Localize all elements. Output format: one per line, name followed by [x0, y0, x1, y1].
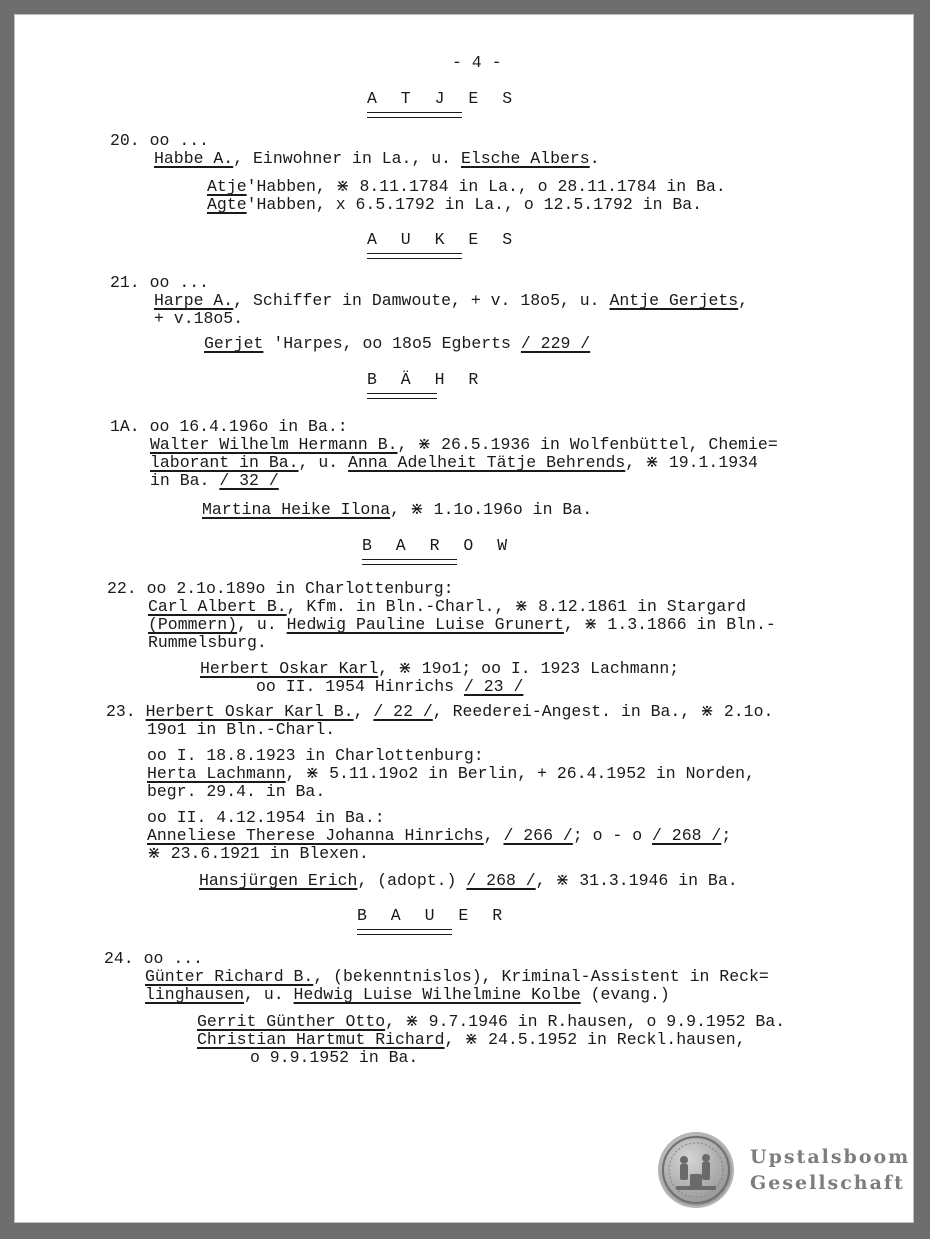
document-page [14, 14, 914, 1223]
section-heading-atjes: A T J E S [367, 89, 520, 108]
person-wife: Elsche Albers [460, 149, 590, 168]
entry-24-line-3: linghausen, u. Hedwig Luise Wilhelmine Kolbe (evang.) [145, 985, 670, 1004]
entry-23-spouse-2-line-2: ⋇ 23.6.1921 in Blexen. [147, 844, 369, 863]
entry-23-spouse-1-line-2: begr. 29.4. in Ba. [147, 782, 326, 801]
entry-23-spouse-2: Anneliese Therese Johanna Hinrichs, / 266 /; o - o / 268 /; [147, 826, 732, 845]
entry-24-line-1: 24. oo ... [104, 949, 204, 968]
person-husband: Harpe A. [154, 291, 234, 310]
person-wife: Hedwig Pauline Luise Grunert [286, 615, 564, 634]
heading-double-underline [367, 253, 462, 259]
entry-1a-couple: Walter Wilhelm Hermann B., ⋇ 26.5.1936 in Wolfenbüttel, Chemie= [150, 435, 778, 454]
person-husband: Günter Richard B. [145, 967, 314, 986]
section-heading-barow: B A R O W [362, 536, 515, 555]
heading-double-underline [367, 112, 462, 118]
entry-21-line-3: + v.18o5. [154, 309, 244, 328]
entry-23-line-1: 23. Herbert Oskar Karl B., / 22 /, Reederei-Angest. in Ba., ⋇ 2.1o. [106, 702, 774, 721]
entry-22-line-4: Rummelsburg. [148, 633, 267, 652]
seal-emblem-icon [660, 1134, 732, 1206]
entry-20-child-1: Atje'Habben, ⋇ 8.11.1784 in La., o 28.11.1784 in Ba. [207, 177, 726, 196]
society-name: Upstalsboom Gesellschaft [750, 1146, 911, 1194]
cross-reference: / 32 / [219, 471, 279, 490]
entry-24-child-1: Gerrit Günther Otto, ⋇ 9.7.1946 in R.hausen, o 9.9.1952 Ba. [197, 1012, 786, 1031]
cross-reference: / 22 / [373, 702, 433, 721]
entry-1a-line-1: 1A. oo 16.4.196o in Ba.: [110, 417, 348, 436]
cross-reference: / 268 / [466, 871, 536, 890]
entry-21-child-1: Gerjet 'Harpes, oo 18o5 Egberts / 229 / [204, 334, 591, 353]
entry-1a-line-4: in Ba. / 32 / [150, 471, 279, 490]
society-logo [660, 1134, 911, 1214]
section-heading-bauer: B A U E R [357, 906, 510, 925]
person-head: Herbert Oskar Karl B. [145, 702, 354, 721]
entry-22-couple: Carl Albert B., Kfm. in Bln.-Charl., ⋇ 8.12.1861 in Stargard [148, 597, 747, 616]
cross-reference: / 23 / [463, 677, 524, 696]
cross-reference: / 268 / [652, 826, 722, 845]
heading-double-underline [367, 393, 437, 399]
entry-23-line-2: 19o1 in Bln.-Charl. [147, 720, 336, 739]
section-heading-baehr: B Ä H R [367, 370, 486, 389]
entry-22-line-3: (Pommern), u. Hedwig Pauline Luise Grunert, ⋇ 1.3.1866 in Bln.- [148, 615, 776, 634]
entry-22-child-1-line-2: oo II. 1954 Hinrichs / 23 / [256, 677, 524, 696]
person-husband: Walter Wilhelm Hermann B. [150, 435, 398, 454]
heading-double-underline [357, 929, 452, 935]
seal-icon [660, 1134, 732, 1206]
person-wife: Hedwig Luise Wilhelmine Kolbe [293, 985, 581, 1004]
person-husband: Habbe A. [154, 149, 234, 168]
heading-double-underline [362, 559, 457, 565]
person-wife: Anna Adelheit Tätje Behrends [348, 453, 626, 472]
entry-21-couple: Harpe A., Schiffer in Damwoute, + v. 18o5, u. Antje Gerjets, [154, 291, 749, 310]
entry-23-marriage-2: oo II. 4.12.1954 in Ba.: [147, 808, 385, 827]
person-husband: Carl Albert B. [148, 597, 287, 616]
entry-21-line-1: 21. oo ... [110, 273, 210, 292]
entry-22-child-1: Herbert Oskar Karl, ⋇ 19o1; oo I. 1923 Lachmann; [200, 659, 680, 678]
person-wife: Antje Gerjets [609, 291, 739, 310]
entry-1a-line-3: laborant in Ba., u. Anna Adelheit Tätje Behrends, ⋇ 19.1.1934 [150, 453, 758, 472]
entry-23-spouse-1: Herta Lachmann, ⋇ 5.11.19o2 in Berlin, + 26.4.1952 in Norden, [147, 764, 755, 783]
entry-22-line-1: 22. oo 2.1o.189o in Charlottenburg: [107, 579, 454, 598]
entry-23-marriage-1: oo I. 18.8.1923 in Charlottenburg: [147, 746, 484, 765]
entry-24-child-2-line-2: o 9.9.1952 in Ba. [250, 1048, 419, 1067]
entry-20-child-2: Agte'Habben, x 6.5.1792 in La., o 12.5.1792 in Ba. [207, 195, 703, 214]
entry-20-line-1: 20. oo ... [110, 131, 210, 150]
section-heading-aukes: A U K E S [367, 230, 520, 249]
entry-1a-child-1: Martina Heike Ilona, ⋇ 1.1o.196o in Ba. [202, 500, 593, 519]
cross-reference: / 266 / [503, 826, 573, 845]
cross-reference: / 229 / [520, 334, 591, 353]
page-number: - 4 - [452, 53, 502, 72]
entry-20-couple: Habbe A., Einwohner in La., u. Elsche Albers. [154, 149, 600, 168]
entry-23-child-1: Hansjürgen Erich, (adopt.) / 268 /, ⋇ 31.3.1946 in Ba. [199, 871, 738, 890]
entry-24-couple: Günter Richard B., (bekenntnislos), Kriminal-Assistent in Reck= [145, 967, 769, 986]
document-body [14, 14, 914, 1223]
entry-24-child-2: Christian Hartmut Richard, ⋇ 24.5.1952 in Reckl.hausen, [197, 1030, 746, 1049]
